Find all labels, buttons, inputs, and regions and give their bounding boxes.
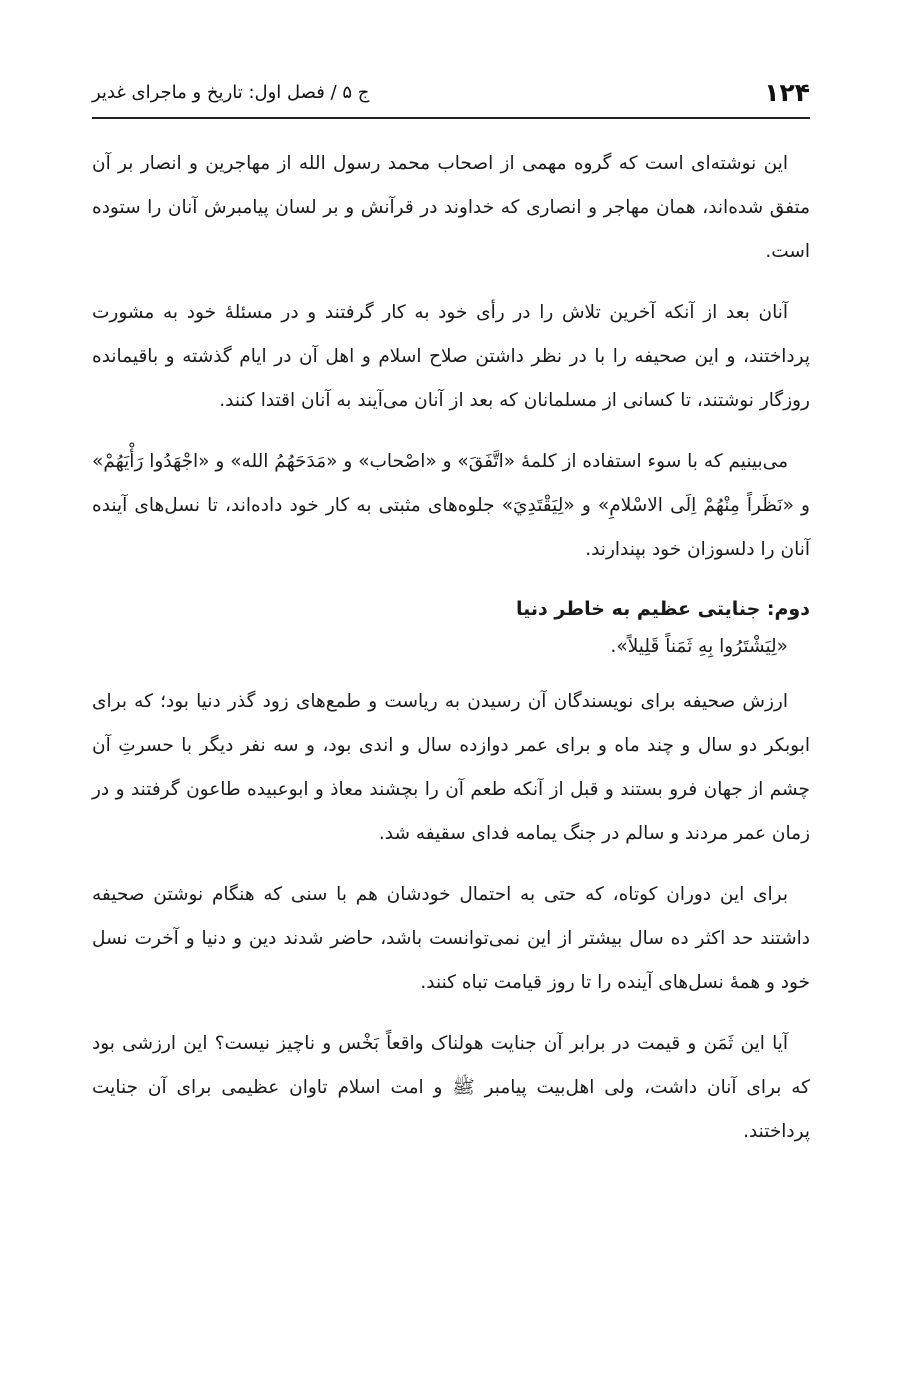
paragraph: برای این دوران کوتاه، که حتی به احتمال خودشان هم با سنی که هنگام نوشتن صحیفه داشتند حد اکثر ده سال بیشتر از این نمی‌توانست باشد، حاضر شدند دین و دنیا و آخرت نسل خود و همهٔ نسل‌های آینده را تا روز قیامت تباه کنند.	[92, 884, 810, 993]
paragraph: این نوشته‌ای است که گروه مهمی از اصحاب محمد رسول الله از مهاجرین و انصار بر آن متفق شده‌اند، همان مهاجر و انصاری که خداوند در قرآنش و بر لسان پیامبرش آنان را ستوده است.	[92, 153, 810, 262]
quranic-quote: «لِيَشْتَرُوا بِهِ ثَمَناً قَلِيلاً».	[610, 636, 788, 657]
paragraph: آیا این ثَمَن و قیمت در برابر آن جنایت هولناک واقعاً بَخْس و ناچیز نیست؟ این ارزشی بود که برای آنان داشت، ولی اهل‌بیت پیامبر ﷺ و امت اسلام تاوان عظیمی برای آن جنایت پرداختند.	[92, 1033, 810, 1142]
page-header	[92, 70, 810, 114]
book-page	[92, 0, 810, 1390]
paragraph: ارزش صحیفه برای نویسندگان آن رسیدن به ریاست و طمع‌های زود گذر دنیا بود؛ که برای ابوبکر دو سال و چند ماه و برای عمر دوازده سال و اندی بود، و سه نفر دیگر با حسرتِ آن چشم از جهان فرو بستند و قبل از آنکه طعم آن را بچشند معاذ و ابوعبیده طاعون گرفتند و در زمان عمر مردند و سالم در جنگ یمامه فدای سقیفه شد.	[92, 691, 810, 844]
section-heading: دوم: جنایتی عظیم به خاطر دنیا	[516, 598, 810, 620]
paragraph: می‌بینیم که با سوء استفاده از کلمهٔ «اتَّفَقَ» و «اصْحاب» و «مَدَحَهُمُ الله» و «اجْهَدُوا رَأْيَهُمْ» و «نَظَراً مِنْهُمْ اِلَى الاسْلامِ» و «لِيَقْتَدِيَ» جلوه‌های مثبتی به کار خود داده‌اند، تا نسل‌های آینده آنان را دلسوزان خود بپندارند.	[92, 451, 810, 560]
page-number: ۱۲۴	[764, 77, 810, 107]
header-divider	[92, 117, 810, 119]
paragraph: آنان بعد از آنکه آخرین تلاش را در رأی خود به کار گرفتند و در مسئلهٔ خود به مشورت پرداختند، و این صحیفه را با در نظر داشتن صلاح اسلام و اهل آن در ایام گذشته و باقیمانده روزگار نوشتند، تا کسانی از مسلمانان که بعد از آنان می‌آیند به آنان اقتدا کنند.	[92, 302, 810, 411]
page-body	[92, 142, 810, 1171]
running-head: ج ۵ / فصل اول: تاریخ و ماجرای غدیر	[92, 81, 370, 103]
